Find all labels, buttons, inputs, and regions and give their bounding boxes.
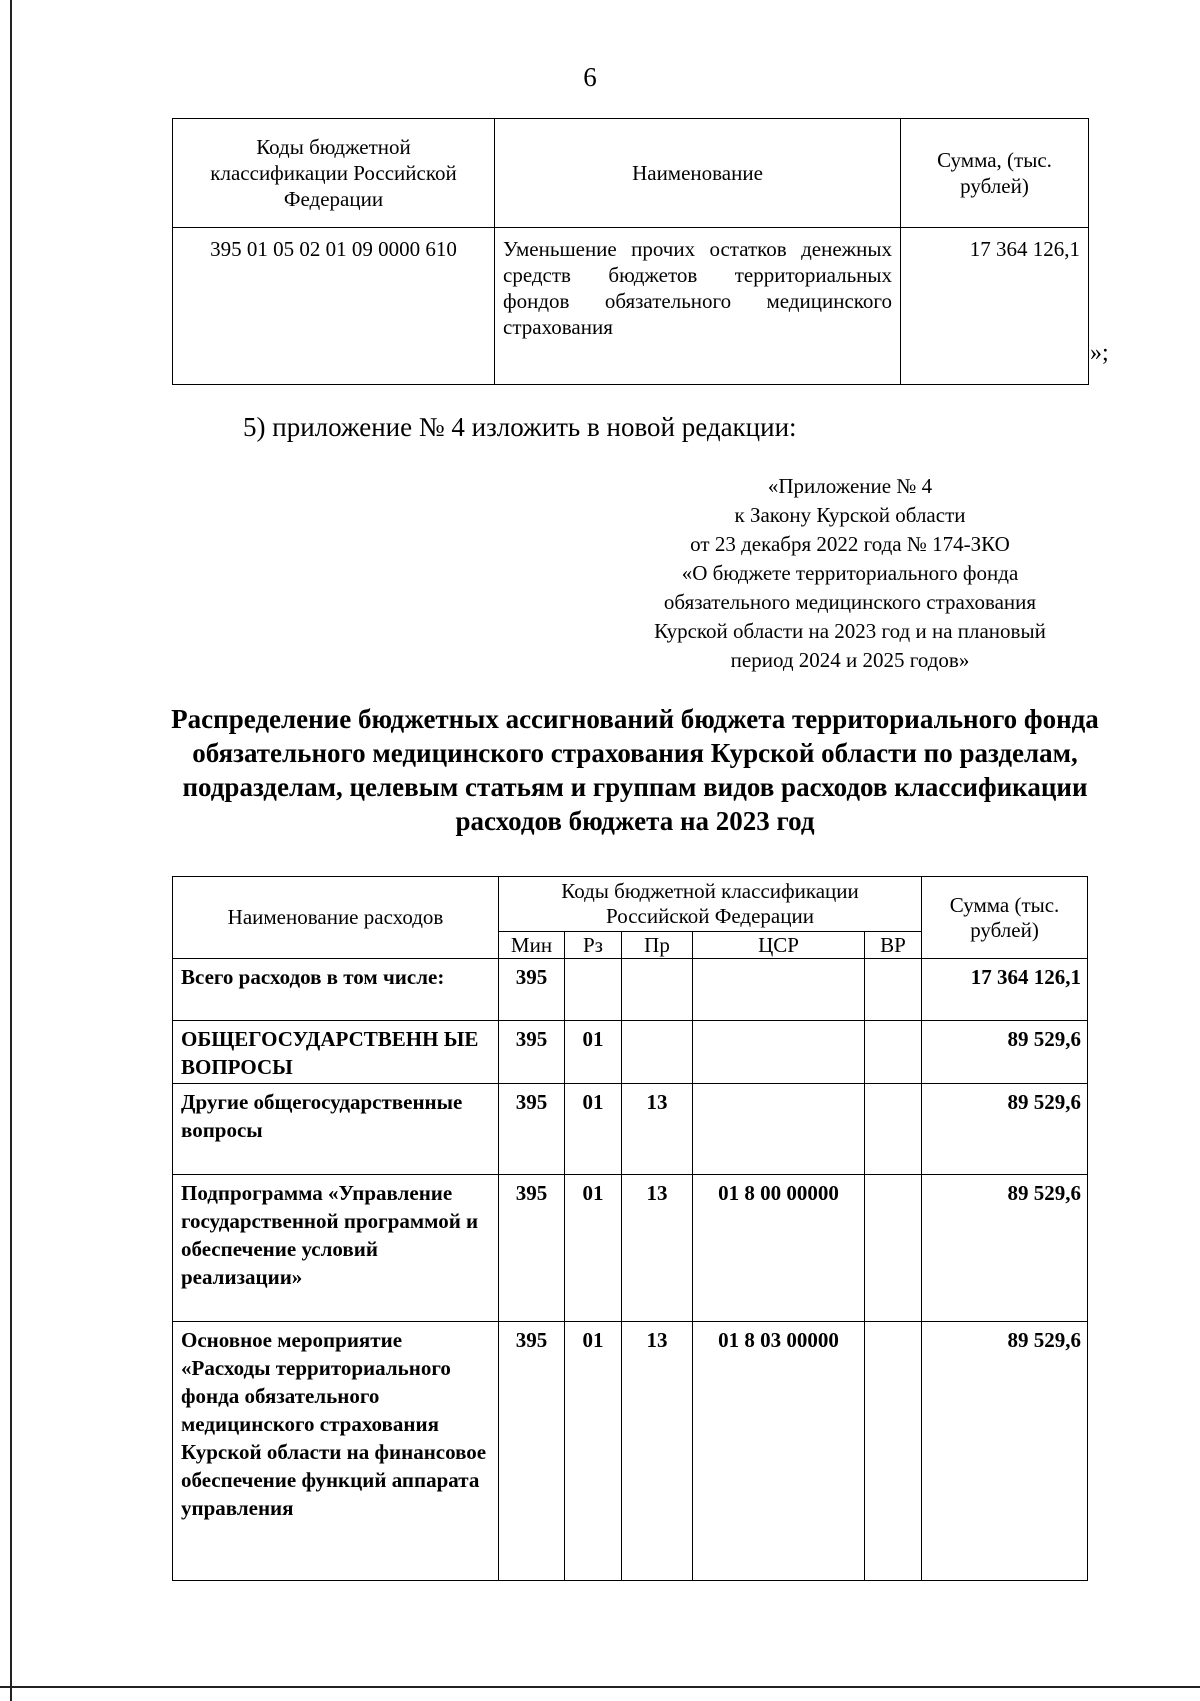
cell-csr: 01 8 03 00000 bbox=[693, 1322, 865, 1581]
cell-csr: 01 8 00 00000 bbox=[693, 1175, 865, 1322]
cell-pr: 13 bbox=[622, 1084, 693, 1175]
cell-name: ОБЩЕГОСУДАРСТВЕНН ЫЕ ВОПРОСЫ bbox=[173, 1021, 499, 1084]
cell-sum: 17 364 126,1 bbox=[922, 959, 1088, 1021]
cell-name: Всего расходов в том числе: bbox=[173, 959, 499, 1021]
table-row bbox=[173, 1175, 1088, 1322]
cell-min: 395 bbox=[499, 1322, 565, 1581]
expenses-table bbox=[172, 876, 1088, 1581]
cell-vr bbox=[865, 1175, 922, 1322]
header-rz: Рз bbox=[565, 932, 622, 959]
scan-bottom-edge bbox=[0, 1686, 1200, 1688]
cell-vr bbox=[865, 1021, 922, 1084]
cell-rz: 01 bbox=[565, 1322, 622, 1581]
cell-rz: 01 bbox=[565, 1021, 622, 1084]
cell-vr bbox=[865, 1322, 922, 1581]
header-sum: Сумма, (тыс. рублей) bbox=[901, 119, 1089, 228]
closing-mark: »; bbox=[1090, 340, 1109, 366]
cell-rz: 01 bbox=[565, 1175, 622, 1322]
header-pr: Пр bbox=[622, 932, 693, 959]
cell-pr bbox=[622, 959, 693, 1021]
scan-left-edge bbox=[10, 0, 12, 1701]
cell-csr bbox=[693, 1021, 865, 1084]
table-row bbox=[173, 228, 1089, 385]
table-row bbox=[173, 1084, 1088, 1175]
sources-table bbox=[172, 118, 1089, 385]
cell-csr bbox=[693, 959, 865, 1021]
cell-name: Другие общегосударственные вопросы bbox=[173, 1084, 499, 1175]
amendment-item-5: 5) приложение № 4 изложить в новой редакции: bbox=[243, 412, 797, 442]
header-min: Мин bbox=[499, 932, 565, 959]
cell-min: 395 bbox=[499, 1084, 565, 1175]
cell-sum: 89 529,6 bbox=[922, 1322, 1088, 1581]
cell-rz: 01 bbox=[565, 1084, 622, 1175]
cell-vr bbox=[865, 1084, 922, 1175]
cell-sum: 89 529,6 bbox=[922, 1021, 1088, 1084]
appendix-line: Курской области на 2023 год и на плановый bbox=[654, 619, 1046, 643]
cell-sum: 89 529,6 bbox=[922, 1175, 1088, 1322]
cell-name-last-line: страхования bbox=[503, 315, 613, 339]
cell-min: 395 bbox=[499, 959, 565, 1021]
cell-vr bbox=[865, 959, 922, 1021]
appendix-line: к Закону Курской области bbox=[734, 503, 966, 527]
page-number: 6 bbox=[583, 62, 597, 92]
cell-sum: 89 529,6 bbox=[922, 1084, 1088, 1175]
appendix-line: период 2024 и 2025 годов» bbox=[730, 648, 970, 672]
appendix-block bbox=[600, 472, 1100, 675]
appendix-line: от 23 декабря 2022 года № 174-ЗКО bbox=[690, 532, 1010, 556]
cell-name: Подпрограмма «Управление государственной программой и обеспечение условий реализации» bbox=[173, 1175, 499, 1322]
header-vr: ВР bbox=[865, 932, 922, 959]
cell-code: 395 01 05 02 01 09 0000 610 bbox=[173, 228, 495, 385]
cell-pr: 13 bbox=[622, 1175, 693, 1322]
table-row bbox=[173, 959, 1088, 1021]
cell-rz bbox=[565, 959, 622, 1021]
appendix-line: «Приложение № 4 bbox=[767, 474, 933, 498]
header-sum: Сумма (тыс. рублей) bbox=[922, 877, 1088, 959]
cell-csr bbox=[693, 1084, 865, 1175]
cell-name: Основное мероприятие «Расходы территориального фонда обязательного медицинского страхования Курской области на финансовое обеспечение функций аппарата управления bbox=[173, 1322, 499, 1581]
cell-pr: 13 bbox=[622, 1322, 693, 1581]
header-expense-name: Наименование расходов bbox=[173, 877, 499, 959]
header-codes: Коды бюджетной классификации Российской Федерации bbox=[499, 877, 922, 932]
appendix-line: обязательного медицинского страхования bbox=[663, 590, 1037, 614]
header-csr: ЦСР bbox=[693, 932, 865, 959]
appendix-line: «О бюджете территориального фонда bbox=[681, 561, 1019, 585]
header-name: Наименование bbox=[495, 119, 901, 228]
cell-sum: 17 364 126,1 bbox=[901, 228, 1089, 385]
table-row bbox=[173, 1021, 1088, 1084]
cell-name-text: Уменьшение прочих остатков денежных средств бюджетов территориальных фондов обязательного медицинского bbox=[503, 237, 892, 313]
cell-name bbox=[495, 228, 901, 385]
header-codes: Коды бюджетной классификации Российской Федерации bbox=[173, 119, 495, 228]
cell-pr bbox=[622, 1021, 693, 1084]
table-row bbox=[173, 1322, 1088, 1581]
cell-min: 395 bbox=[499, 1021, 565, 1084]
section-heading: Распределение бюджетных ассигнований бюджета территориального фонда обязательного медицинского страхования Курской области по разделам, подразделам, целевым статьям и группам видов расходов классификации расходов бюджета на 2023 год bbox=[171, 704, 1099, 836]
cell-min: 395 bbox=[499, 1175, 565, 1322]
